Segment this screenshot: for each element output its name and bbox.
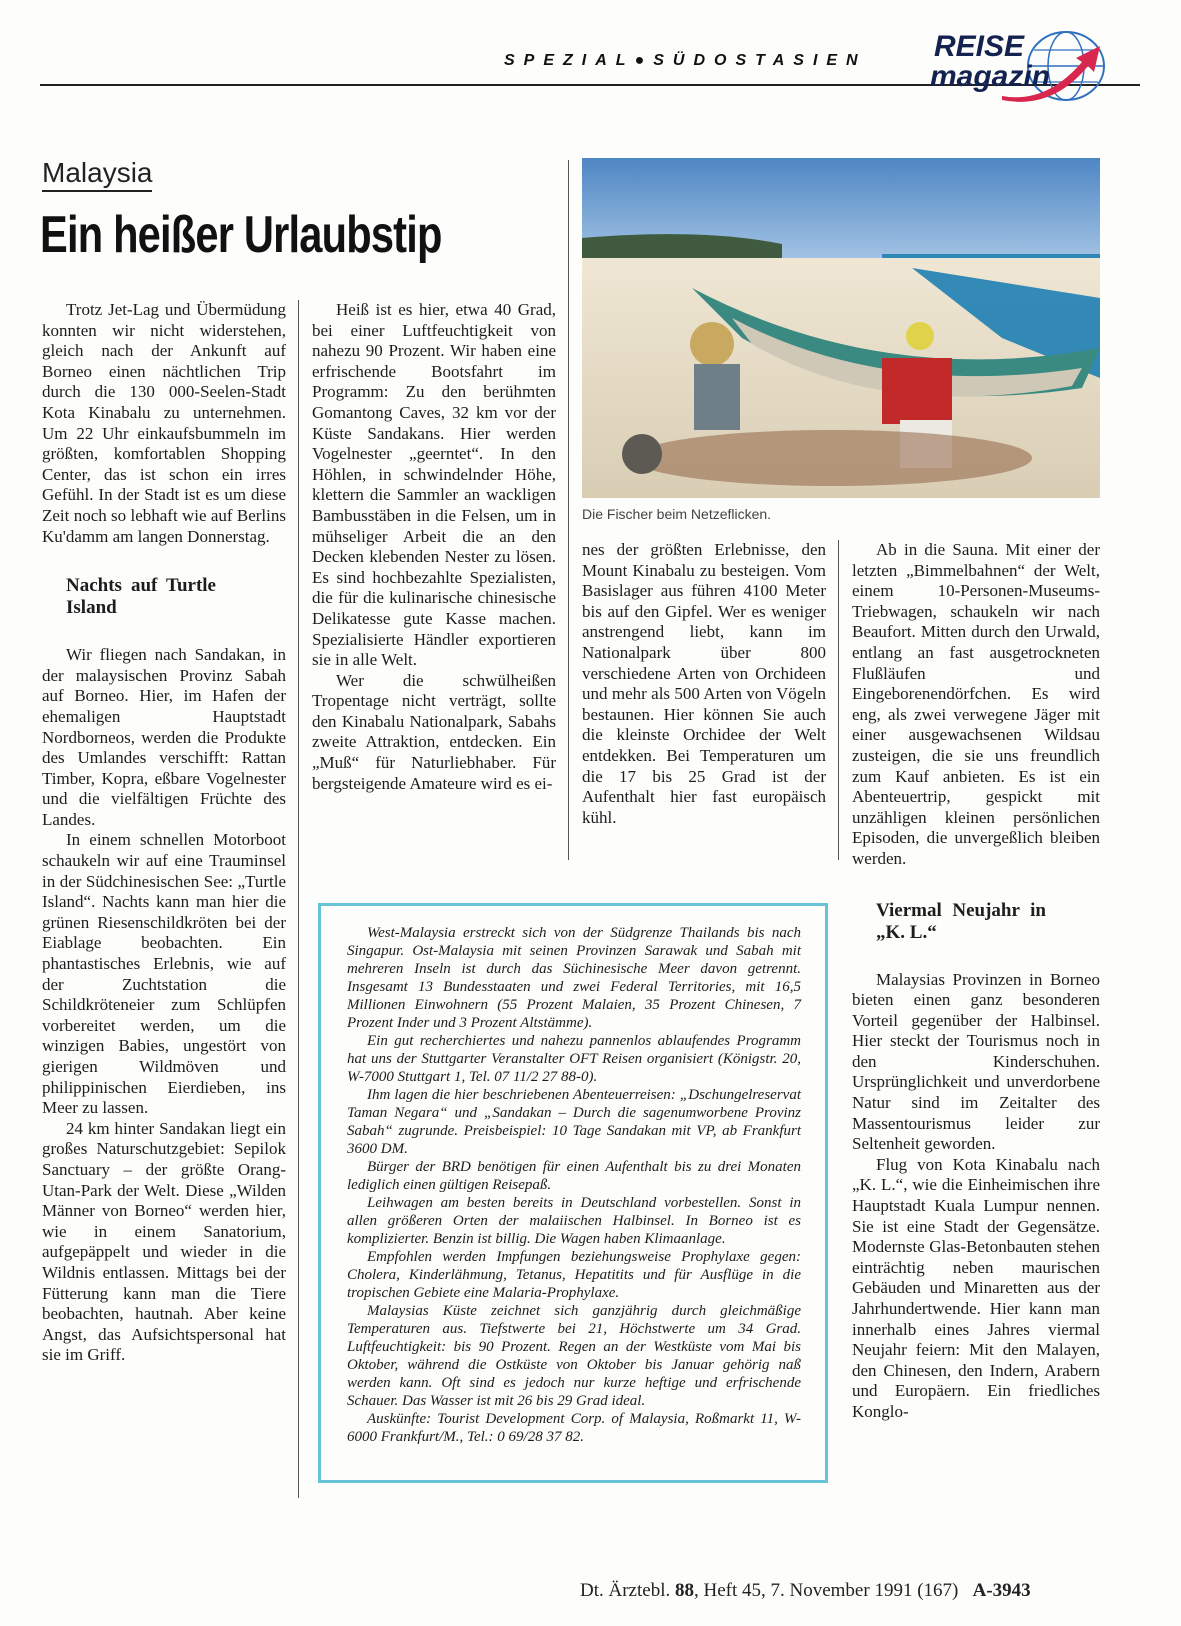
travel-info-box <box>318 903 828 1483</box>
subheading-viermal-neujahr: Viermal Neujahr in „K. L.“ <box>876 899 1046 943</box>
paragraph: Wir fliegen nach Sandakan, in der malaysischen Provinz Sabah auf Borneo. Hier, im Hafen der ehemaligen Hauptstadt Nordborneos, werden die Produkte des Umlandes verschifft: Rattan Timber, Kopra, eßbare Vogelnester und die vielfältigen Früchte des Landes. <box>42 645 286 829</box>
beach-boat-image <box>582 158 1100 498</box>
subheading-turtle-island: Nachts auf Turtle Island <box>66 575 216 619</box>
info-paragraph: Bürger der BRD benötigen für einen Aufenthalt bis zu drei Monaten lediglich einen gültigen Reisepaß. <box>347 1159 801 1193</box>
paragraph: In einem schnellen Motorboot schaukeln wir auf eine Trauminsel in der Südchinesischen See: „Turtle Island“. Nachts kann man hier die grünen Riesenschildkröten bei der Eiablage beobachten. Ein phantastisches Erlebnis, wie auf der Zuchtstation die Schildkröteneier zum Schlüpfen vorbereitet werden, um die winzigen Babies, ungestört von gierigen Wildmöven und philippinischen Eierdieben, ins Meer zu lassen. <box>42 830 286 1118</box>
issue-date: , Heft 45, 7. November 1991 (167) <box>693 1580 959 1601</box>
paragraph: Wer die schwülheißen Tropentage nicht verträgt, sollte den Kinabalu Nationalpark, Sabahs zweite Attraktion, entdecken. Ein „Muß“ für Naturliebhaber. Für bergsteigende Amateure wird es ei- <box>312 670 556 793</box>
logo-magazin: magazin <box>930 60 1051 93</box>
text-column-4 <box>852 540 1100 1423</box>
logo-reise: REISE <box>934 30 1025 63</box>
info-paragraph: Ein gut recherchiertes und nahezu pannenlos ablaufendes Programm hat uns der Stuttgarter Veranstalter OFT Reisen organisiert (Königstr. 20, W-7000 Stuttgart 1, Tel. 07 11/2 27 88-0). <box>347 1033 801 1085</box>
info-paragraph: Malaysias Küste zeichnet sich ganzjährig durch gleichmäßige Temperaturen aus. Tiefstwerte bei 21, Höchstwerte um 34 Grad. Luftfeuchtigkeit: bis 90 Prozent. Regen an der Westküste vom Mai bis Oktober, während die Ostküste von Oktober bis Januar gehörig naß werden kann. Oft sind es jedoch nur kurze heftige und erfrischende Schauer. Das Wasser ist mit 26 bis 29 Grad ideal. <box>347 1303 801 1409</box>
text-column-1 <box>42 300 286 1366</box>
info-paragraph: West-Malaysia erstreckt sich von der Südgrenze Thailands bis nach Singapur. Ost-Malaysia mit seinen Provinzen Sarawak und Sabah mit mehreren Inseln ist durch das Süchinesische Meer davon getrennt. Insgesamt 13 Bundesstaaten und zwei Federal Territories, mit 16,5 Millionen Einwohnern (55 Prozent Malaien, 35 Prozent Chinesen, 7 Prozent Inder und 3 Prozent Altstämme). <box>347 925 801 1031</box>
column-rule <box>838 540 839 860</box>
paragraph: nes der größten Erlebnisse, den Mount Kinabalu zu besteigen. Vom Basislager aus führen 4100 Meter bis auf den Gipfel. Wer es weniger anstrengend liebt, kann im Nationalpark über 800 verschiedene Arten von Orchideen und mehr als 500 Arten von Vögeln bestaunen. Hier können Sie auch die kleinste Orchidee der Welt entdekken. Bei Temperaturen um die 17 bis 25 Grad ist der Aufenthalt hier fast europäisch kühl. <box>582 540 826 827</box>
page-footer <box>580 1580 1031 1602</box>
paragraph: Malaysias Provinzen in Borneo bieten einen ganz besonderen Vorteil gegenüber der Halbinsel. Hier steckt der Tourismus noch in den Kinderschuhen. Ursprünglichkeit und unverdorbene Natur sind im Zeitalter des Massentourismus leider zur Seltenheit geworden. <box>852 969 1100 1154</box>
fishermen-photo <box>582 158 1100 498</box>
paragraph: Heiß ist es hier, etwa 40 Grad, bei einer Luftfeuchtigkeit von nahezu 90 Prozent. Wir haben eine erfrischende Bootsfahrt im Programm: Zu den berühmten Gomantong Caves, 32 km vor der Küste Sandakans. Hier werden Vogelnester „geerntet“. In den Höhlen, in schwindelnder Höhe, klettern die Sammler an wackligen Bambusstäben in die Felsen, um in mühseliger Arbeit die an den Decken klebenden Nester zu lösen. Es sind hochbezahlte Spezialisten, die für die kulinarische chinesische Delikatesse gute Kasse machen. Spezialisierte Händler exportieren sie in alle Welt. <box>312 300 556 670</box>
journal-volume: 88 <box>674 1580 694 1601</box>
info-paragraph: Leihwagen am besten bereits in Deutschland vorbestellen. Sonst in allen größeren Orten der malaiischen Halbinsel. In Borneo ist es komplizierter. Benzin ist billig. Die Wagen haben Klimaanlage. <box>347 1195 801 1247</box>
column-rule <box>568 160 569 860</box>
info-paragraph: Empfohlen werden Impfungen beziehungsweise Prophylaxe gegen: Cholera, Kinderlähmung, Tetanus, Hepatitits und für Ausflüge in die tropischen Gebiete eine Malaria-Prophylaxe. <box>347 1249 801 1301</box>
article-kicker: Malaysia <box>42 158 152 192</box>
paragraph: Ab in die Sauna. Mit einer der letzten „Bimmelbahnen“ der Welt, einem 10-Personen-Museums-Triebwagen, schaukeln wir nach Beaufort. Mitten durch den Urwald, entlang an fast ausgetrockneten Flußläufen und Eingeborenendörfchen. Es wird eng, als zwei verwegene Jäger mit einer ausgewachsenen Wildsau zusteigen, die sie uns freundlich zum Kauf anbieten. Es ist ein Abenteuertrip, gespickt mit unzähligen kleinen persönlichen Episoden, die unvergeßlich bleiben werden. <box>852 540 1100 868</box>
text-column-2 <box>312 300 556 794</box>
section-label: SPEZIAL●SÜDOSTASIEN <box>504 52 867 69</box>
paragraph: Flug von Kota Kinabalu nach „K. L.“, wie die Einheimischen ihre Hauptstadt Kuala Lumpur nennen. Sie ist eine Stadt der Gegensätze. Modernste Glas-Betonbauten stehen einträchtig neben maurischen Gebäuden und Minaretten aus der Jahrhundertwende. Hier kann man innerhalb eines Jahres viermal Neujahr feiern: Mit den Malayen, den Chinesen, den Indern, Arabern und Europäern. Ein friedliches Konglo- <box>852 1154 1100 1421</box>
reise-magazin-logo <box>930 26 1140 100</box>
paragraph: 24 km hinter Sandakan liegt ein großes Naturschutzgebiet: Sepilok Sanctuary – der größte Orang-Utan-Park der Welt. Diese „Wilden Männer von Borneo“ werden hier, wie in einem Sanatorium, aufgepäppelt und wieder in die Wildnis entlassen. Mittags bei der Fütterung kann man die Tiere beobachten, hautnah. Aber keine Angst, das Aufsichtspersonal hat sie im Griff. <box>42 1118 286 1365</box>
journal-name: Dt. Ärztebl. <box>580 1580 671 1601</box>
column-rule <box>298 300 299 1498</box>
info-paragraph: Ihm lagen die hier beschriebenen Abenteuerreisen: „Dschungelreservat Taman Negara“ und „Sandakan – Durch die sagenumworbene Provinz Sabah“ zugrunde. Preisbeispiel: 10 Tage Sandakan mit VP, ab Frankfurt 3600 DM. <box>347 1087 801 1157</box>
info-paragraph: Auskünfte: Tourist Development Corp. of Malaysia, Roßmarkt 11, W-6000 Frankfurt/M., Tel.: 0 69/28 37 82. <box>347 1411 801 1445</box>
paragraph: Trotz Jet-Lag und Übermüdung konnten wir nicht widerstehen, gleich nach der Ankunft auf Borneo einen nächtlichen Trip durch die 130 000-Seelen-Stadt Kota Kinabalu zu unternehmen. Um 22 Uhr einkaufsbummeln im größten, komfortablen Shopping Center, das ist schon ein irres Gefühl. In der Stadt ist es um diese Zeit noch so lebhaft wie auf Berlins Ku'damm am langen Donnerstag. <box>42 300 286 546</box>
article-headline: Ein heißer Urlaubstip <box>40 206 442 264</box>
text-column-3 <box>582 540 826 828</box>
photo-caption: Die Fischer beim Netzeflicken. <box>582 506 772 522</box>
page-number: A-3943 <box>972 1580 1031 1601</box>
